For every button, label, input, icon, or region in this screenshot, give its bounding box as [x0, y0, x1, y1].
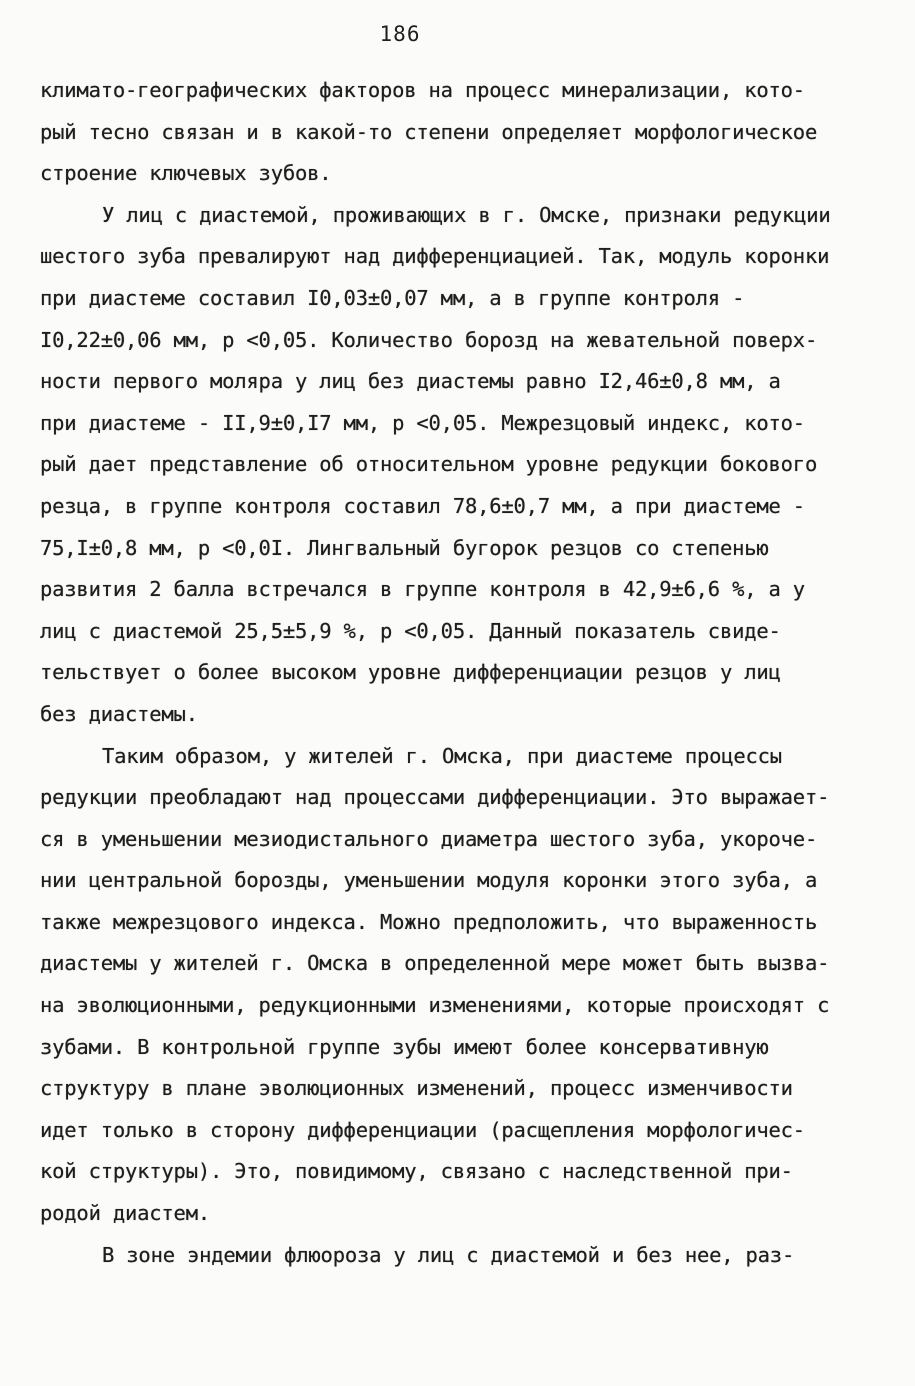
- text-line: родой диастем.: [40, 1201, 210, 1226]
- text-line: развития 2 балла встречался в группе контроля в 42,9±6,6 %, а у: [40, 577, 805, 602]
- text-line: на эволюционными, редукционными изменениями, которые происходят с: [40, 993, 830, 1018]
- page-number: 186: [379, 22, 421, 46]
- text-line: рый дает представление об относительном уровне редукции бокового: [40, 452, 818, 477]
- paragraph-first-line: Таким образом, у жителей г. Омска, при диастеме процессы: [102, 743, 782, 768]
- paragraph-first-line: В зоне эндемии флюороза у лиц с диастемой и без нее, раз-: [102, 1242, 795, 1267]
- text-line: при диастеме составил I0,03±0,07 мм, а в группе контроля -: [40, 285, 745, 310]
- text-line: климато-географических факторов на процесс минерализации, кото-: [40, 78, 805, 102]
- text-line: рый тесно связан и в какой-то степени определяет морфологическое: [40, 119, 818, 144]
- text-line: строение ключевых зубов.: [40, 161, 332, 186]
- paragraph-first-line: У лиц с диастемой, проживающих в г. Омске, признаки редукции: [102, 202, 831, 227]
- text-line: редукции преобладают над процессами дифференциации. Это выражает-: [40, 785, 830, 810]
- text-line: ся в уменьшении мезиодистального диаметра шестого зуба, укороче-: [40, 826, 818, 851]
- text-line: при диастеме - II,9±0,I7 мм, р <0,05. Межрезцовый индекс, кото-: [40, 410, 805, 435]
- text-line: I0,22±0,06 мм, р <0,05. Количество борозд на жевательной поверх-: [40, 327, 818, 352]
- body-text: [40, 70, 885, 1276]
- text-line: 75,I±0,8 мм, р <0,0I. Лингвальный бугорок резцов со степенью: [40, 535, 769, 560]
- text-line: также межрезцового индекса. Можно предположить, что выраженность: [40, 909, 818, 934]
- text-line: идет только в сторону дифференциации (расщепления морфологичес-: [40, 1117, 805, 1142]
- text-line: лиц с диастемой 25,5±5,9 %, р <0,05. Данный показатель свиде-: [40, 618, 781, 643]
- text-line: структуру в плане эволюционных изменений, процесс изменчивости: [40, 1076, 793, 1101]
- text-line: зубами. В контрольной группе зубы имеют более консервативную: [40, 1034, 769, 1059]
- text-line: нии центральной борозды, уменьшении модуля коронки этого зуба, а: [40, 868, 818, 893]
- text-line: без диастемы.: [40, 701, 198, 726]
- text-line: резца, в группе контроля составил 78,6±0,7 мм, а при диастеме -: [40, 493, 805, 518]
- text-line: кой структуры). Это, повидимому, связано с наследственной при-: [40, 1159, 793, 1184]
- text-line: ности первого моляра у лиц без диастемы равно I2,46±0,8 мм, а: [40, 369, 781, 394]
- text-line: тельствует о более высоком уровне дифференциации резцов у лиц: [40, 660, 781, 685]
- text-line: диастемы у жителей г. Омска в определенной мере может быть вызва-: [40, 951, 830, 976]
- text-line: шестого зуба превалируют над дифференциацией. Так, модуль коронки: [40, 244, 830, 269]
